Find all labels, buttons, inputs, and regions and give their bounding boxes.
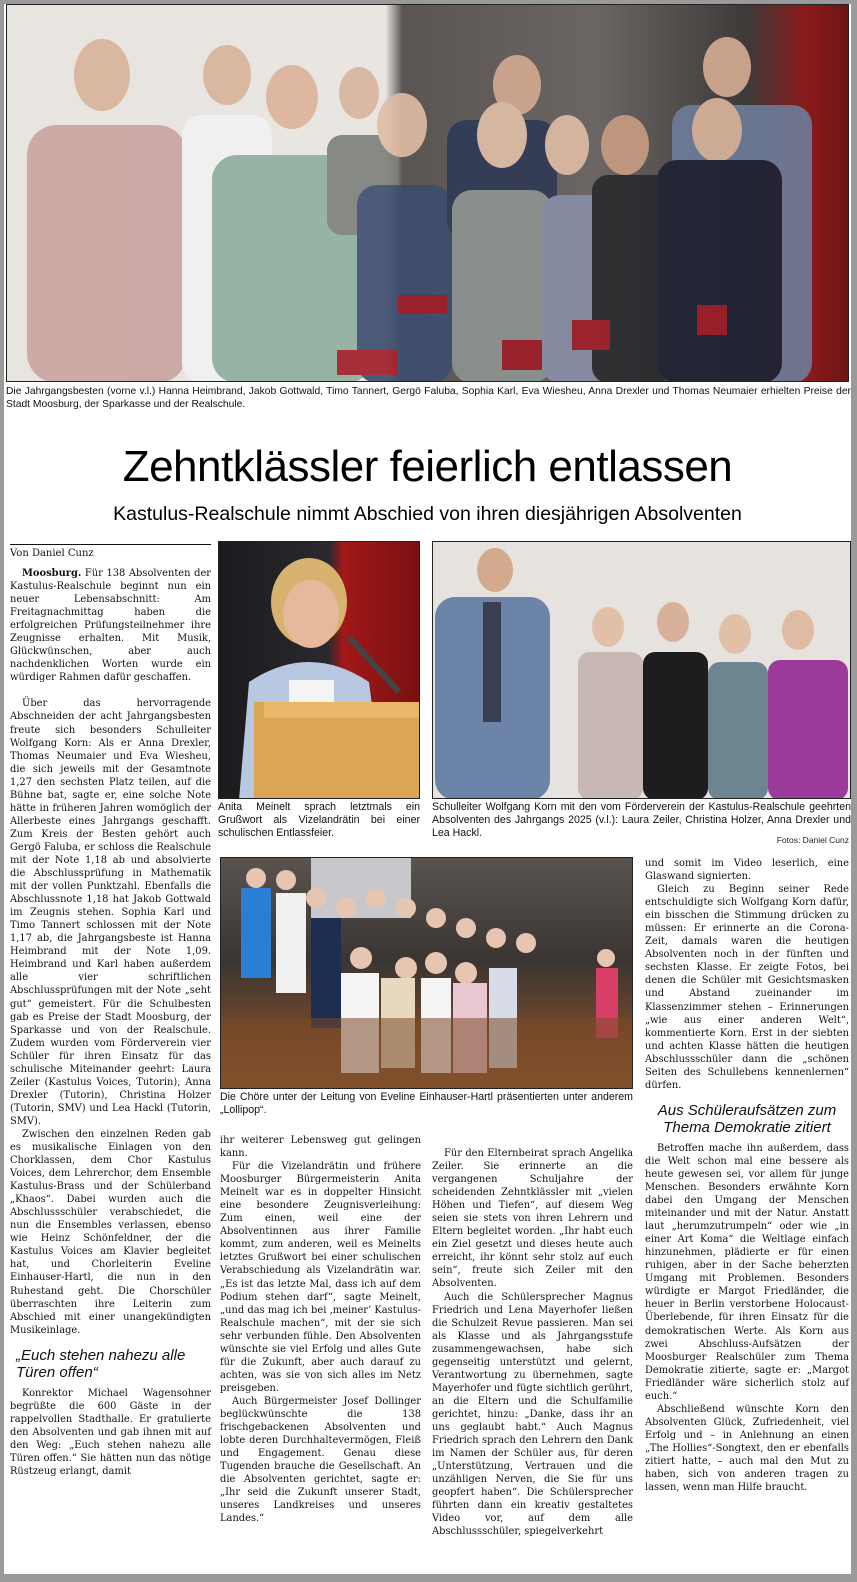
choir-photo [220, 857, 633, 1089]
meinelt-photo [218, 541, 420, 799]
article-column-3 [432, 1147, 633, 1538]
paragraph: Über das hervorragende Abschneiden der acht Jahrgangsbesten freute sich besonders Schulleiter Wolfgang Korn: Als er Anna Drexler, Thomas Neumaier und Eva Wiesheu, die sich jeweils mit der Gesamtnote 1,27 den sechsten Platz teilen, auf die Bühne bat, sagte er, eine solche Note hätte in früheren Jahren womöglich der Allerbeste eines Jahrgangs geschafft. Zum Kreis der Besten gehört auch Gergö Faluba, er schloss die Realschule mit der Note 1,18 ab und absolvierte die Abschlussprüfung in Mathematik mit der vollen Punktzahl. Ebenfalls die Abschlussnote 1,18 hat Jakob Gottwald im Zeugnis stehen. Sophia Karl und Timo Tannert schlossen mit der Note 1,17 ab, die Jahrgangsbeste ist Hanna Heimbrand mit der Note 1,09. Heimbrand und Karl haben außerdem alle vier schriftlichen Abschlussprüfungen mit der Note „seht gut“ gemeistert. Für die Schulbesten gab es Preise der Stadt Moosburg, der Sparkasse und von der Realschule. Zudem wurden vom Förderverein vier Schüler für ihren Einsatz für das schulische Miteinander geehrt: Laura Zeiler (Kastulus Voices, Tutorin), Anna Drexler (Tutorin), Christina Holzer (Tutorin, SMV) und Lea Hackl (Tutorin, SMV). [10, 698, 211, 1127]
group-photo-caption: Die Jahrgangsbesten (vorne v.l.) Hanna Heimbrand, Jakob Gottwald, Timo Tannert, Gergö Faluba, Sophia Karl, Eva Wiesheu, Anna Drexler und Thomas Neumaier erhielten Preise der Stadt Moosburg, der Sparkasse und der Realschule. [6, 386, 851, 410]
paragraph: Abschließend wünschte Korn den Absolventen Glück, Zufriedenheit, viel Erfolg und – in Anlehnung an einen „The Hollies“-Songtext, den er ebenfalls zitiert hatte, – auch mal den Mut zu haben, sich von anderen tragen zu lassen, wenn man Hilfe braucht. [645, 1403, 849, 1494]
paragraph: Für die Vizelandrätin und frühere Moosburger Bürgermeisterin Anita Meinelt war es in doppelter Hinsicht eine besondere Zeugnisverleihung: Zum einen, weil eine der Absolventinnen aus ihrer Familie kommt, zum anderen, weil es Meinelts letztes Grußwort bei einer schulischen Verabschiedung als Vizelandrätin war. „Es ist das letzte Mal, dass ich auf dem Podium stehen darf“, sagte Meinelt, „und das mag ich bei ‚meiner’ Kastulus-Realschule machen“, mit der sie sich sehr verbunden fühle. Den Absolventen wünschte sie viel Erfolg und alles Gute für die Zukunft, aber auch darauf zu achten, was sie von sich alles im Netz preisgeben. [220, 1161, 421, 1394]
korn-award-photo [432, 541, 851, 799]
byline: Von Daniel Cunz [10, 544, 211, 559]
subheading: „Euch stehen nahezu alle Türen offen“ [16, 1346, 186, 1381]
paragraph: Betroffen mache ihn außerdem, dass die Welt schon mal eine bessere als heute gewesen sei, vor allem für junge Menschen. Besonders erwähnte Korn dabei den Umgang der Menschen miteinander und mit der Natur. Anstatt laut „herumzutrumpeln“ oder wie „in einer Art Koma“ die Weltlage einfach hinzunehmen, plädierte er für einen ruhigen, aber in der Sache beherzten Umgang mit Problemen. Besonders würdigte er Margot Friedländer, die heuer in Berlin verstorbene Holocaust-Überlebende, für ihren Einsatz für die demokratischen Werte. Als Korn aus zwei Abschluss-Aufsätzen der Moosburger Realschüler zum Thema Demokratie zitierte, sagte er: „Margot Friedländer wäre sicherlich stolz auf euch.“ [645, 1142, 849, 1402]
article-column-2 [220, 1134, 421, 1525]
paragraph: Für den Elternbeirat sprach Angelika Zeiler. Sie erinnerte an die vergangenen Schuljahre der scheidenden Zehntklässler mit „vielen Höhen und Tiefen“, auf diesem Weg seien sie stets von ihren Lehrern und Eltern begleitet worden. „Ihr habt euch ein Ziel gesetzt und dieses heute auch erreicht, ihr könnt sehr stolz auf euch sein“, freute sich Zeiler mit den Absolventen. [432, 1148, 633, 1290]
photo-credit: Fotos: Daniel Cunz [776, 835, 849, 845]
choir-photo-caption: Die Chöre unter der Leitung von Eveline Einhauser-Hartl präsentierten unter anderem „Lollipop“. [220, 1091, 633, 1116]
subheadline: Kastulus-Realschule nimmt Abschied von ihren diesjährigen Absolventen [113, 503, 742, 525]
paragraph: und somit im Video leserlich, eine Glaswand signierten. [645, 858, 849, 883]
group-photo-figures [7, 5, 849, 382]
paragraph: Konrektor Michael Wagensohner begrüßte die 600 Gäste in der rappelvollen Stadthalle. Er gratulierte den Absolventen und gab ihnen mit auf den Weg: „Euch stehen nahezu alle Türen offen.“ Sie hätten nun das nötige Rüstzeug erlangt, damit [10, 1387, 211, 1477]
korn-award-figures [433, 542, 851, 799]
paragraph: Für 138 Absolventen der Kastulus-Realschule beginnt nun ein neuer Lebensabschnitt: Am Freitagnachmittag haben die erfolgreichen Prüfungsteilnehmer ihre Zeugnisse erhalten. Mit Musik, Glückwünschen, aber auch nachdenklichen Worten wurde ein würdiger Rahmen dafür geschaffen. [10, 568, 212, 684]
group-photo [6, 4, 849, 382]
paragraph: Auch Bürgermeister Josef Dollinger beglückwünschte die 138 frischgebackenen Absolventen und lobte deren Durchhaltevermögen, Fleiß und Engagement. Genau diese Tugenden brauche die Gesellschaft. An die Absolventen gerichtet, sagte er: „Ihr seid die Zukunft unserer Stadt, unseres Landkreises und unseres Landes.“ [220, 1395, 421, 1525]
subheading: Aus Schüleraufsätzen zum Thema Demokratie zitiert [657, 1101, 837, 1136]
meinelt-photo-caption: Anita Meinelt sprach letztmals ein Grußwort als Vizelandrätin bei einer schulischen Entlassfeier. [218, 801, 420, 839]
paragraph: Zwischen den einzelnen Reden gab es musikalische Einlagen von den Chorklassen, dem Chor Kastulus Voices, dem Lehrerchor, dem Ensemble Kastulus-Brass und der Schülerband „Khaos“. Dabei wurden auch die Abschlussschüler verabschiedet, die nun die Ensembles verlassen, ebenso wie Heinz Schönfeldner, der die Kastulus Voices am Klavier begleitet hat, und Chorleiterin Eveline Einhauser-Hartl, die nun in den Ruhestand geht. Die Chorschüler überraschten ihre Leiterin zum Abschied mit einer unangekündigten Musikeinlage. [10, 1128, 211, 1336]
paragraph: Gleich zu Beginn seiner Rede entschuldigte sich Wolfgang Korn dafür, ein bisschen die Stimmung drücken zu müssen: Er erinnerte an die Corona-Zeit, damals waren die heutigen Absolventen noch in der fünften und sechsten Klasse. Er zeigte Fotos, bei denen die Schüler mit Gesichtsmasken und Abstand zueinander im Klassenzimmer stehen – Erinnerungen „wie aus einer anderen Welt“, kommentierte Korn. Erst in der siebten und achten Klasse hätten die heutigen Abschlussschüler dann die „schönen Seiten des Schullebens kennenlernen“ dürfen. [645, 884, 849, 1091]
meinelt-figure [219, 542, 420, 799]
headline: Zehntklässler feierlich entlassen [122, 442, 733, 491]
choir-figures [221, 858, 633, 1089]
paragraph: ihr weiterer Lebensweg gut gelingen kann. [220, 1135, 421, 1160]
dateline: Moosburg. [22, 568, 82, 579]
article-column-4 [645, 857, 849, 1494]
korn-photo-caption: Schulleiter Wolfgang Korn mit den vom Förderverein der Kastulus-Realschule geehrten Absolventen des Jahrgangs 2025 (v.l.): Laura Zeiler, Christina Holzer, Anna Drexler und Lea Hackl. [432, 801, 851, 839]
article-column-1 [10, 567, 211, 1478]
newspaper-page [4, 4, 851, 1574]
paragraph: Auch die Schülersprecher Magnus Friedrich und Lena Mayerhofer ließen die Schulzeit Revue passieren. Man sei als Klasse und als Jahrgangsstufe zusammengewachsen, habe sich gegenseitig unterstützt und gelernt, Verantwortung zu übernehmen, sagte Mayerhofer und fügte sichtlich gerührt, an die Eltern und die Schulfamilie gerichtet, hinzu: „Danke, dass ihr an uns geglaubt habt.“ Auch Magnus Friedrich sprach den Lehrern den Dank im Namen der Schüler aus, für deren „Unterstützung, Vertrauen und die unzähligen Nerven, die Sie für uns geopfert haben“. Die Schülersprecher führten dann ein kreativ gestaltetes Video vor, auf dem alle Abschlussschüler, spiegelverkehrt [432, 1291, 633, 1538]
